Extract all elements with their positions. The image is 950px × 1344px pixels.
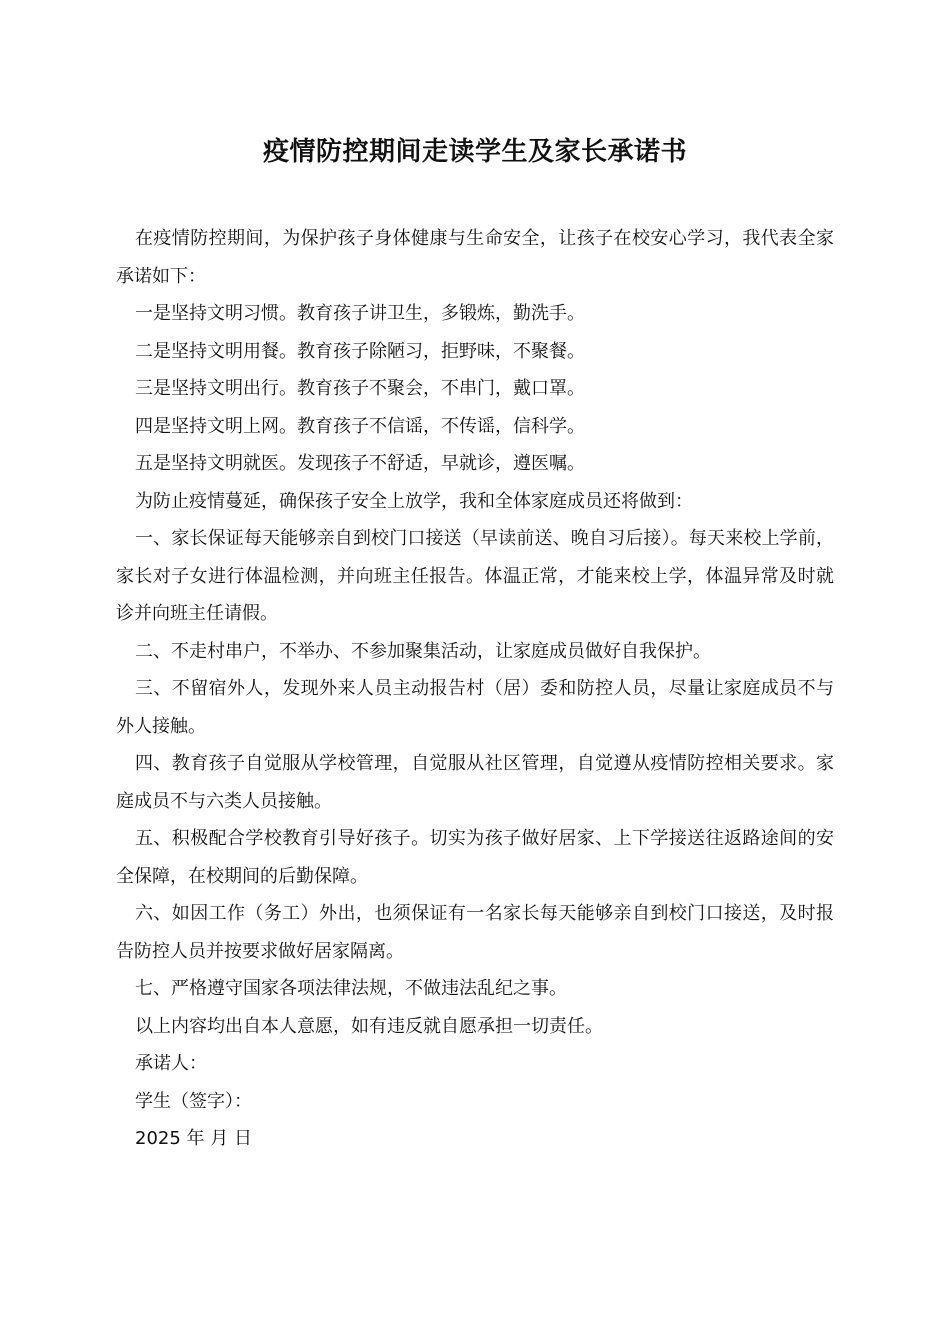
commitment-item-4: 四是坚持文明上网。教育孩子不信谣，不传谣，信科学。 [135, 415, 585, 437]
family-rule-2: 二、不走村串户，不举办、不参加聚集活动，让家庭成员做好自我保护。 [135, 640, 711, 662]
student-signature-label: 学生（签字）： [135, 1090, 252, 1112]
family-intro-paragraph: 为防止疫情蔓延，确保孩子安全上放学，我和全体家庭成员还将做到： [135, 490, 693, 512]
family-rule-1: 一、家长保证每天能够亲自到校门口接送（早读前送、晚自习后接）。每天来校上学前，家长对子女进行体温检测，并向班主任报告。体温正常，才能来校上学，体温异常及时就诊并向班主任请假。 [116, 528, 834, 624]
document-title: 疫情防控期间走读学生及家长承诺书 [262, 137, 687, 167]
family-rule-6: 六、如因工作（务工）外出，也须保证有一名家长每天能够亲自到校门口接送，及时报告防控人员并按要求做好居家隔离。 [116, 903, 834, 962]
intro-paragraph: 在疫情防控期间，为保护孩子身体健康与生命安全，让孩子在校安心学习，我代表全家承诺如下： [116, 228, 834, 287]
family-rule-3: 三、不留宿外人，发现外来人员主动报告村（居）委和防控人员，尽量让家庭成员不与外人接触。 [116, 678, 834, 737]
commitment-item-3: 三是坚持文明出行。教育孩子不聚会，不串门，戴口罩。 [135, 378, 585, 399]
promiser-label: 承诺人： [135, 1053, 207, 1074]
commitment-item-1: 一是坚持文明习惯。教育孩子讲卫生，多锻炼，勤洗手。 [135, 303, 585, 324]
voluntary-statement: 以上内容均出自本人意愿，如有违反就自愿承担一切责任。 [135, 1015, 603, 1037]
family-rule-7: 七、严格遵守国家各项法律法规，不做违法乱纪之事。 [135, 978, 567, 999]
document-body [116, 220, 834, 1158]
date-line: 2025 年 月 日 [135, 1128, 252, 1149]
commitment-item-5: 五是坚持文明就医。发现孩子不舒适，早就诊，遵医嘱。 [135, 453, 585, 474]
family-rule-4: 四、教育孩子自觉服从学校管理，自觉服从社区管理，自觉遵从疫情防控相关要求。家庭成员不与六类人员接触。 [116, 753, 834, 812]
family-rule-5: 五、积极配合学校教育引导好孩子。切实为孩子做好居家、上下学接送往返路途间的安全保障，在校期间的后勤保障。 [116, 828, 834, 887]
commitment-item-2: 二是坚持文明用餐。教育孩子除陋习，拒野味，不聚餐。 [135, 340, 585, 362]
